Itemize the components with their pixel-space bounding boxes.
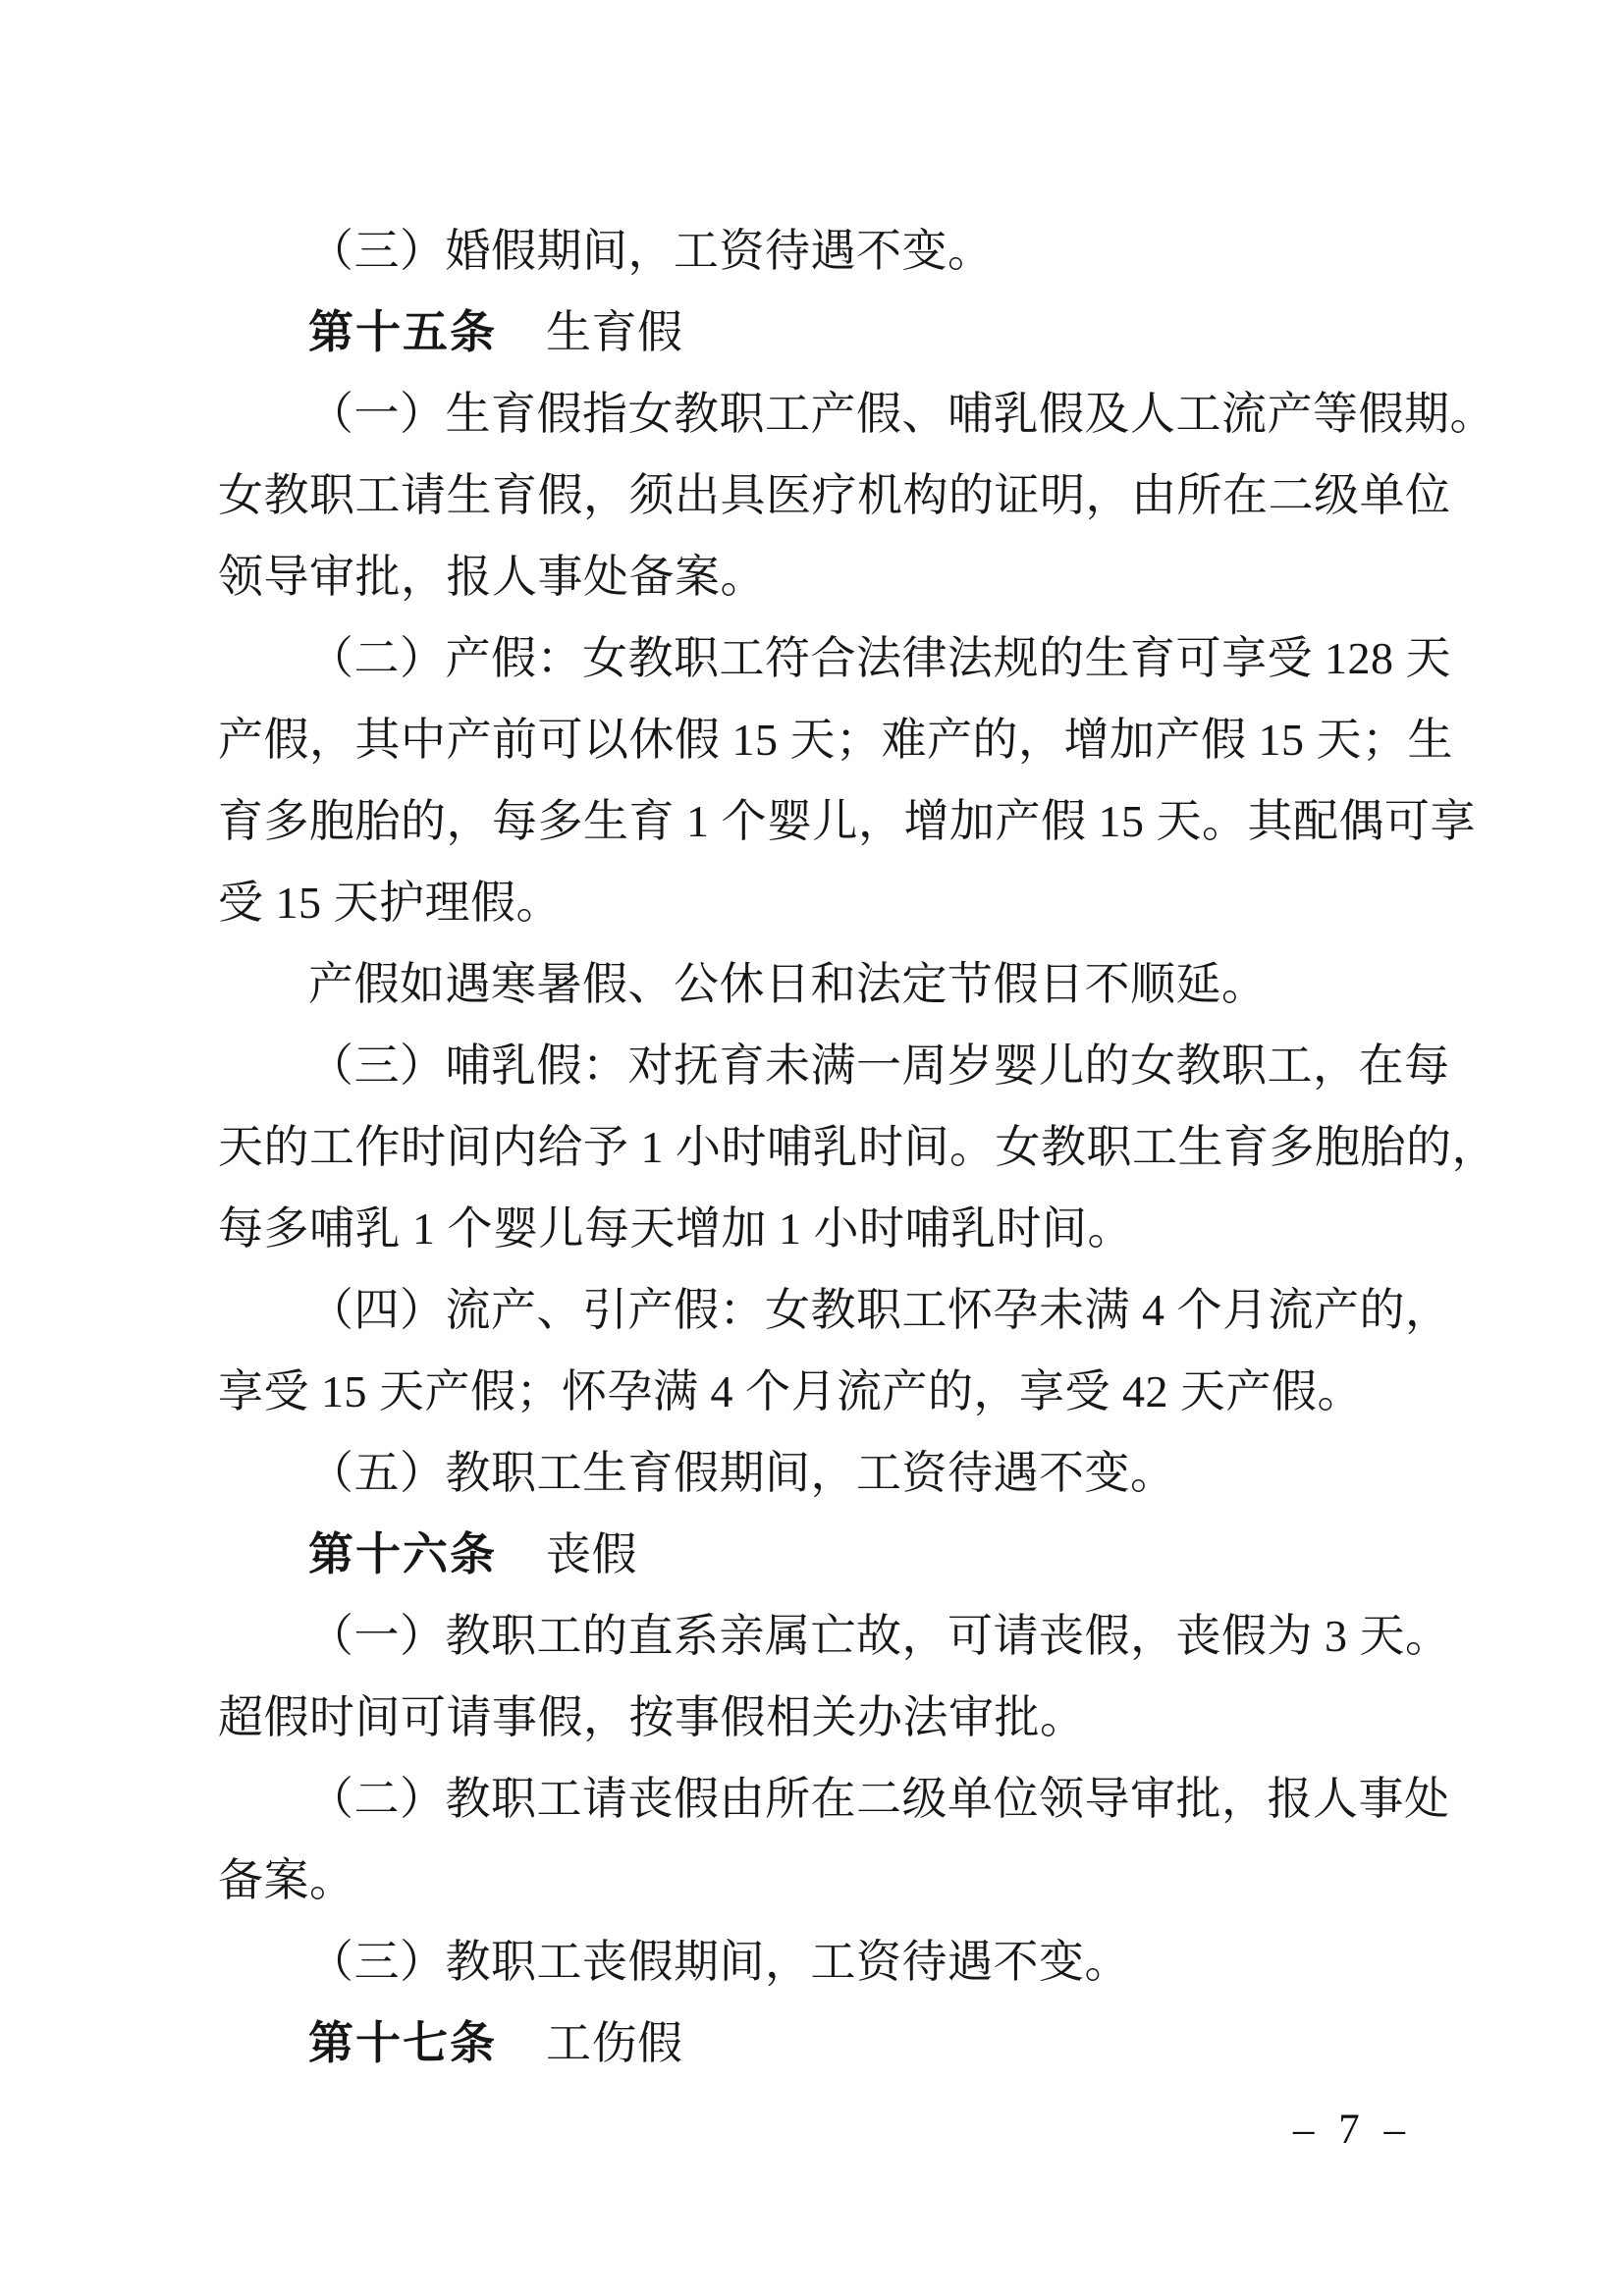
paragraph-line: 育多胞胎的，每多生育 1 个婴儿，增加产假 15 天。其配偶可享 [218, 796, 1476, 846]
paragraph-line: 领导审批，报人事处备案。 [218, 552, 766, 602]
paragraph-line: 每多哺乳 1 个婴儿每天增加 1 小时哺乳时间。 [218, 1203, 1133, 1254]
article-heading-17 [218, 2002, 1412, 2084]
paragraph-line: 女教职工请生育假，须出具医疗机构的证明，由所在二级单位 [218, 470, 1451, 520]
paragraph-line: （三）哺乳假：对抚育未满一周岁婴儿的女教职工，在每 [308, 1041, 1450, 1091]
article-heading-16 [218, 1514, 1412, 1595]
page-number: – 7 – [1293, 2107, 1408, 2153]
article-title: 丧假 [546, 1529, 637, 1579]
paragraph-line: （二）产假：女教职工符合法律法规的生育可享受 128 天 [308, 633, 1451, 683]
paragraph-line: （五）教职工生育假期间，工资待遇不变。 [308, 1448, 1176, 1498]
document-body [218, 210, 1497, 2084]
article-number: 第十五条 [308, 307, 497, 357]
paragraph-line: （三）教职工丧假期间，工资待遇不变。 [308, 1937, 1130, 1987]
paragraph-line: （一）生育假指女教职工产假、哺乳假及人工流产等假期。 [308, 389, 1495, 439]
paragraph-line: 超假时间可请事假，按事假相关办法审批。 [218, 1692, 1086, 1742]
article-title: 生育假 [546, 307, 683, 357]
paragraph-line: 受 15 天护理假。 [218, 878, 562, 928]
paragraph-line: （四）流产、引产假：女教职工怀孕未满 4 个月流产的， [308, 1285, 1451, 1335]
paragraph-line: 备案。 [218, 1855, 355, 1905]
paragraph-line: （一）教职工的直系亲属亡故，可请丧假，丧假为 3 天。 [308, 1611, 1451, 1661]
article-title: 工伤假 [546, 2018, 683, 2068]
paragraph-line: （三）婚假期间，工资待遇不变。 [308, 226, 994, 276]
paragraph-line: （二）教职工请丧假由所在二级单位领导审批，报人事处 [308, 1774, 1450, 1824]
paragraph-line: 产假，其中产前可以休假 15 天；难产的，增加产假 15 天；生 [218, 715, 1453, 765]
article-number: 第十七条 [308, 2018, 497, 2068]
paragraph-line: 天的工作时间内给予 1 小时哺乳时间。女教职工生育多胞胎的， [218, 1122, 1497, 1172]
article-heading-15 [218, 292, 1412, 373]
article-number: 第十六条 [308, 1529, 497, 1579]
paragraph-line: 产假如遇寒暑假、公休日和法定节假日不顺延。 [308, 959, 1268, 1009]
paragraph-line: 享受 15 天产假；怀孕满 4 个月流产的，享受 42 天产假。 [218, 1366, 1363, 1416]
